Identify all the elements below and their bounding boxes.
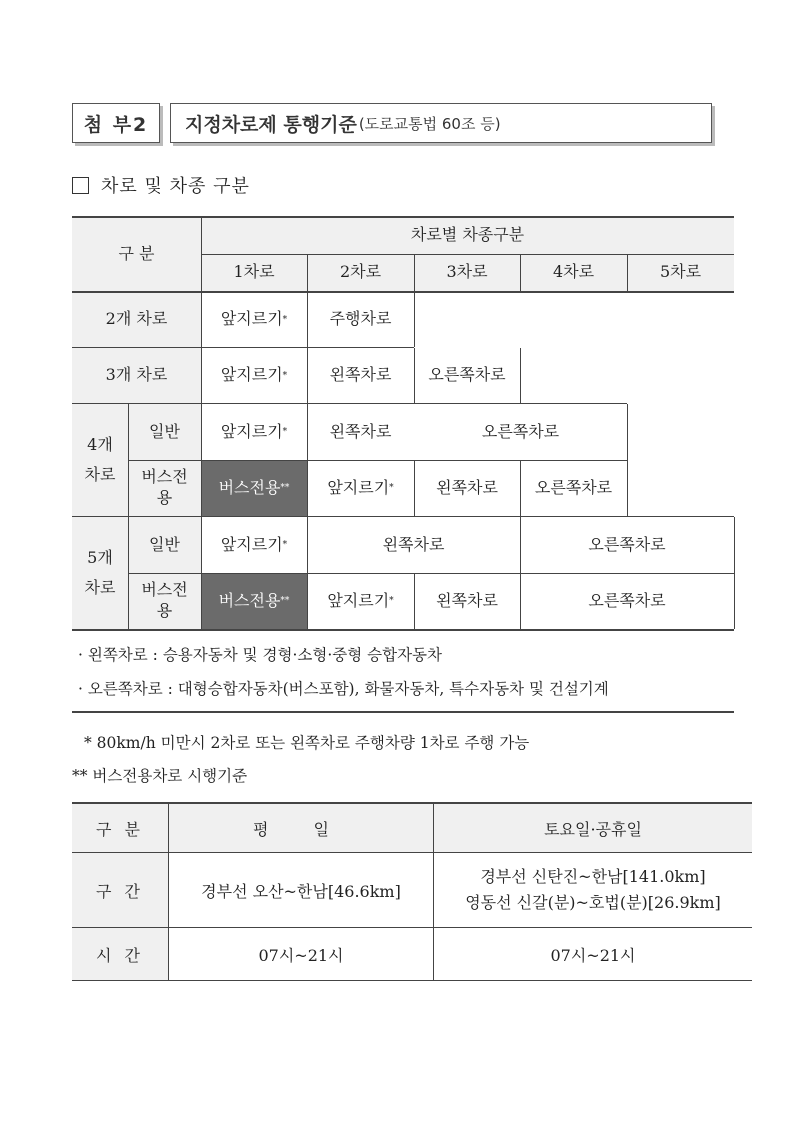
note-right-lane: · 오른쪽차로 : 대형승합자동차(버스포함), 화물자동차, 특수자동차 및 건설기계 bbox=[78, 680, 609, 698]
section-heading bbox=[72, 172, 250, 198]
table-border bbox=[307, 254, 308, 291]
table-border bbox=[520, 460, 521, 516]
cell-4lane-bus-lane4: 오른쪽차로 bbox=[534, 477, 613, 497]
cell-2lane-lane2: 주행차로 bbox=[329, 309, 392, 329]
lane-header-3: 3차로 bbox=[446, 262, 488, 282]
page-title bbox=[170, 103, 712, 143]
schedule-header-category: 구 분 bbox=[72, 803, 169, 853]
notes-divider bbox=[72, 711, 734, 713]
table-border bbox=[520, 254, 521, 291]
bus-lane-schedule-table bbox=[72, 802, 752, 981]
table-border bbox=[307, 292, 308, 516]
table-border bbox=[72, 291, 734, 293]
row-sublabel-5lane-bus: 버스전용 bbox=[128, 573, 201, 629]
schedule-holiday-section bbox=[434, 853, 753, 928]
checkbox-icon bbox=[72, 177, 89, 194]
table-border bbox=[72, 516, 734, 517]
table-border bbox=[307, 517, 308, 629]
lane-header-5: 5차로 bbox=[659, 262, 702, 282]
schedule-label-section: 구 간 bbox=[72, 853, 169, 928]
table-border bbox=[201, 217, 202, 629]
holiday-section-line-2: 영동선 신갈(분)~호법(분)[26.9km] bbox=[465, 893, 721, 912]
row-sublabel-4lane-bus: 버스전용 bbox=[128, 460, 201, 516]
table-border bbox=[414, 460, 415, 516]
cell-4lane-bus-lane3: 왼쪽차로 bbox=[436, 477, 498, 497]
header-group: 차로별 차종구분 bbox=[410, 225, 525, 245]
header-category: 구 분 bbox=[118, 243, 155, 263]
cell-4lane-bus-lane2: 앞지르기 * bbox=[327, 477, 394, 497]
table-border bbox=[627, 254, 628, 291]
table-border bbox=[72, 347, 414, 348]
section-heading-text: 차로 및 차종 구분 bbox=[101, 176, 250, 197]
schedule-holiday-time: 07시~21시 bbox=[434, 928, 753, 981]
annex-label bbox=[72, 103, 160, 143]
cell-5lane-bus-lane45: 오른쪽차로 bbox=[588, 590, 666, 610]
table-border bbox=[72, 216, 734, 218]
cell-5lane-general-lane45: 오른쪽차로 bbox=[588, 534, 666, 554]
footnote-2: ** 버스전용차로 시행기준 bbox=[72, 767, 248, 785]
row-sublabel-5lane-general: 일반 bbox=[128, 517, 201, 573]
table-border bbox=[414, 348, 415, 404]
table-border bbox=[414, 292, 415, 347]
table-border bbox=[734, 517, 735, 629]
schedule-weekday-time: 07시~21시 bbox=[169, 928, 434, 981]
row-label-3-lane: 3개 차로 bbox=[72, 348, 201, 403]
table-border bbox=[72, 629, 734, 631]
cell-3lane-lane3: 오른쪽차로 bbox=[428, 365, 506, 385]
table-border bbox=[128, 460, 627, 461]
table-border bbox=[520, 403, 627, 404]
table-border bbox=[627, 404, 628, 516]
table-border bbox=[520, 348, 521, 404]
cell-5lane-bus-lane1: 버스전용 ** bbox=[201, 573, 307, 629]
schedule-header-holiday: 토요일·공휴일 bbox=[434, 803, 753, 853]
note-left-lane: · 왼쪽차로 : 승용자동차 및 경형·소형·중형 승합자동차 bbox=[78, 646, 442, 664]
table-border bbox=[128, 573, 734, 574]
schedule-weekday-section: 경부선 오산~한남[46.6km] bbox=[169, 853, 434, 928]
table-border bbox=[414, 254, 415, 291]
table-border bbox=[414, 573, 415, 629]
annex-label-text: 첨 부2 bbox=[83, 113, 149, 136]
lane-header-2: 2차로 bbox=[339, 262, 382, 282]
cell-4lane-general-lane34: 오른쪽차로 bbox=[481, 421, 560, 441]
footnote-1: * 80km/h 미만시 2차로 또는 왼쪽차로 주행차량 1차로 주행 가능 bbox=[84, 734, 530, 752]
cell-5lane-bus-lane3: 왼쪽차로 bbox=[436, 590, 498, 610]
lane-header-1: 1차로 bbox=[233, 262, 275, 282]
table-border bbox=[72, 403, 520, 404]
cell-3lane-lane1: 앞지르기 * bbox=[220, 365, 288, 385]
row-label-5-lane: 5개 차로 bbox=[72, 517, 128, 629]
table-border bbox=[128, 404, 129, 629]
holiday-section-line-1: 경부선 신탄진~한남[141.0km] bbox=[480, 867, 706, 887]
row-label-4-lane: 4개 차로 bbox=[72, 404, 128, 516]
page-title-text: 지정차로제 통행기준 bbox=[185, 113, 357, 136]
schedule-header-weekday: 평 일 bbox=[169, 803, 434, 853]
cell-5lane-general-lane23: 왼쪽차로 bbox=[382, 534, 445, 554]
schedule-label-time: 시 간 bbox=[72, 928, 169, 981]
table-border bbox=[520, 517, 521, 629]
row-label-2-lane: 2개 차로 bbox=[72, 292, 201, 347]
cell-2lane-lane1: 앞지르기 * bbox=[220, 309, 288, 329]
cell-5lane-general-lane1: 앞지르기 * bbox=[220, 534, 288, 554]
cell-4lane-bus-lane1: 버스전용 ** bbox=[201, 460, 307, 516]
table-border bbox=[201, 254, 734, 255]
cell-4lane-general-lane1: 앞지르기 * bbox=[220, 421, 288, 441]
cell-4lane-general-lane2: 왼쪽차로 bbox=[329, 421, 392, 441]
row-sublabel-4lane-general: 일반 bbox=[128, 404, 201, 460]
lane-header-4: 4차로 bbox=[552, 262, 595, 282]
page-title-sub: (도로교통법 60조 등) bbox=[358, 114, 501, 133]
cell-3lane-lane2: 왼쪽차로 bbox=[329, 365, 392, 385]
cell-5lane-bus-lane2: 앞지르기 * bbox=[327, 590, 394, 610]
